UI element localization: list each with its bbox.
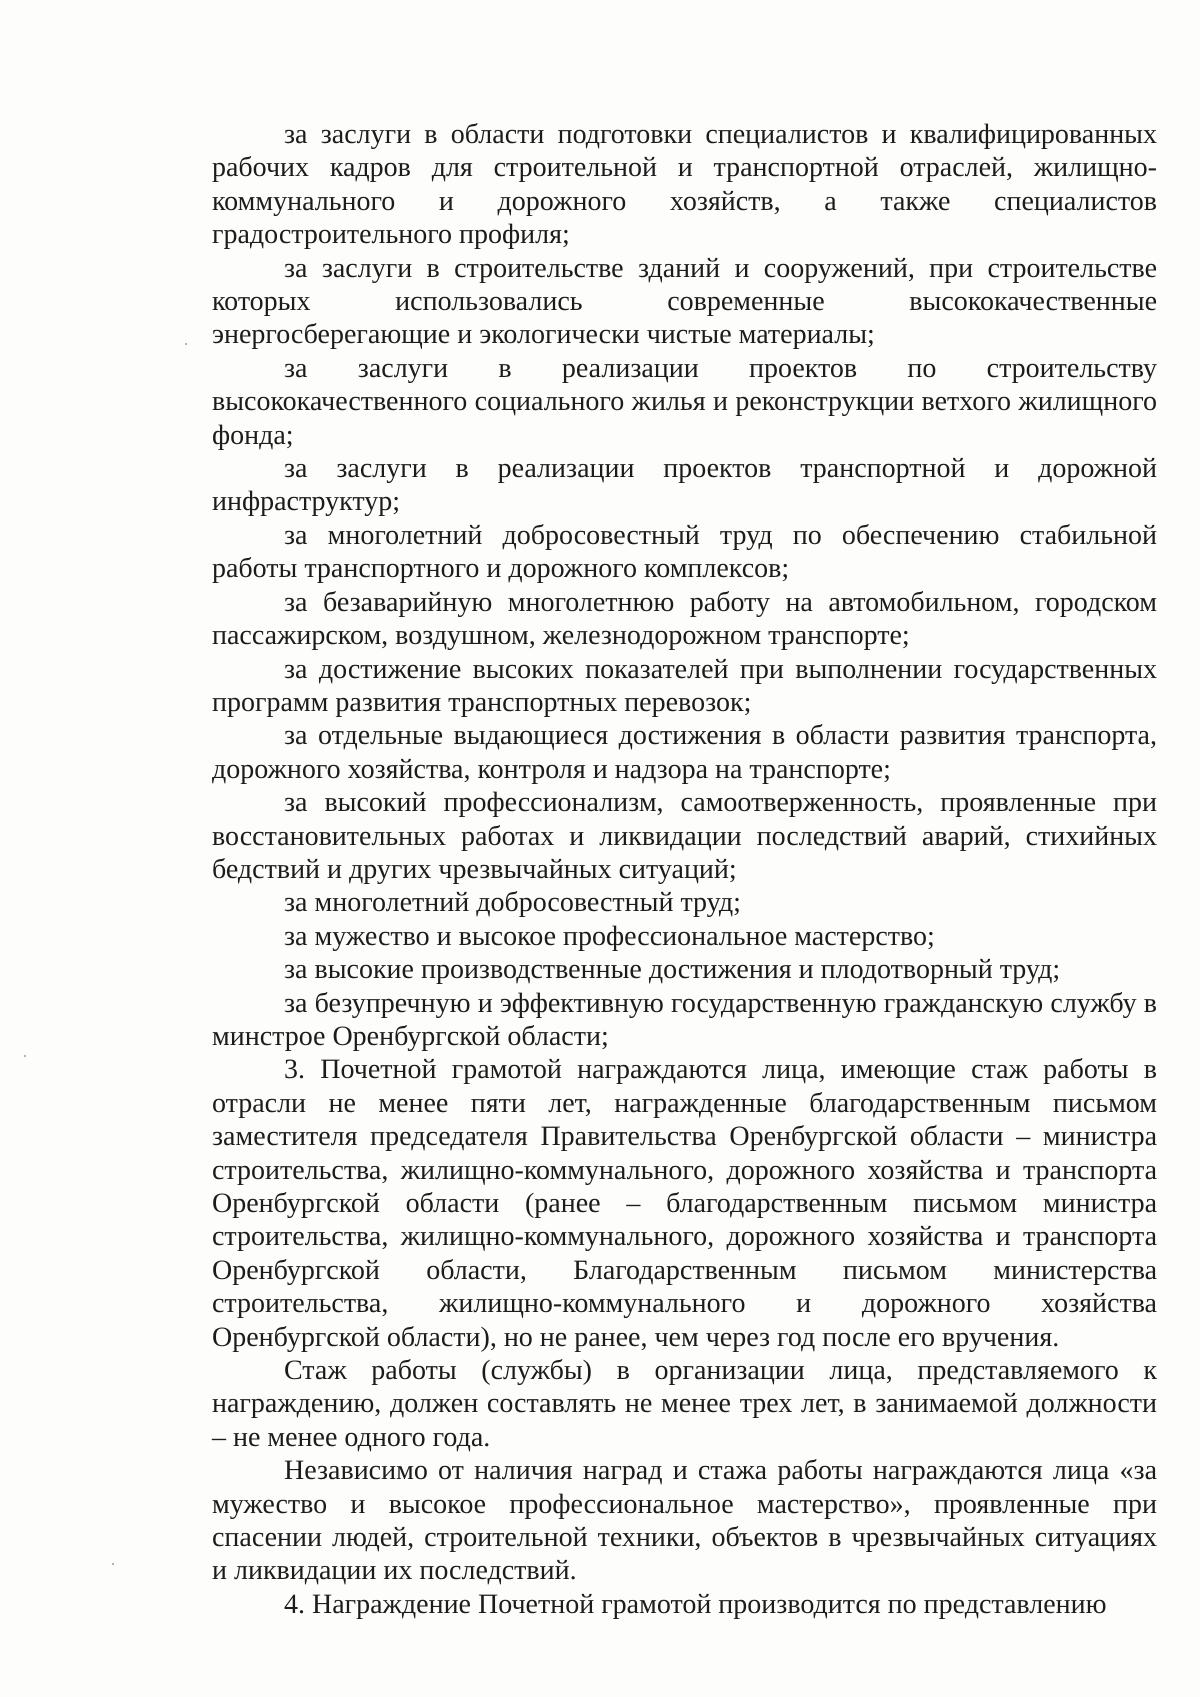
- paragraph: 3. Почетной грамотой награждаются лица, имеющие стаж работы в отрасли не менее пяти лет, награжденные благодарственным письмом заместителя председателя Правительства Оренбургской области – министра строительства, жилищно-коммунального, дорожного хозяйства и транспорта Оренбургской области (ранее – благодарственным письмом министра строительства, жилищно-коммунального, дорожного хозяйства и транспорта Оренбургской области, Благодарственным письмом министерства строительства, жилищно-коммунального и дорожного хозяйства Оренбургской области), но не ранее, чем через год после его вручения.: [212, 1054, 1157, 1353]
- paragraph: Стаж работы (службы) в организации лица, представляемого к награждению, должен составлять не менее трех лет, в занимаемой должности – не менее одного года.: [212, 1355, 1157, 1453]
- paragraph: за безаварийную многолетнюю работу на автомобильном, городском пассажирском, воздушном, железнодорожном транспорте;: [212, 586, 1157, 652]
- paragraph: за заслуги в реализации проектов по строительству высококачественного социального жилья и реконструкции ветхого жилищного фонда;: [212, 352, 1157, 451]
- paragraph: за многолетний добросовестный труд по обеспечению стабильной работы транспортного и дорожного комплексов;: [212, 519, 1157, 585]
- paragraph: за достижение высоких показателей при выполнении государственных программ развития транспортных перевозок;: [212, 653, 1157, 718]
- scan-speck: [185, 343, 187, 345]
- paragraph: за заслуги в области подготовки специалистов и квалифицированных рабочих кадров для строительной и транспортной отраслей, жилищно-коммунального и дорожного хозяйств, а также специалистов градостроительного профиля;: [212, 119, 1157, 251]
- paragraph: за безупречную и эффективную государственную гражданскую службу в минстрое Оренбургской области;: [212, 987, 1157, 1052]
- paragraph: 4. Награждение Почетной грамотой производится по представлению: [284, 1588, 1107, 1620]
- document-body: [212, 118, 1157, 1621]
- paragraph: за высокий профессионализм, самоотверженность, проявленные при восстановительных работах и ликвидации последствий аварий, стихийных бедствий и других чрезвычайных ситуаций;: [212, 787, 1157, 885]
- paragraph: за заслуги в реализации проектов транспортной и дорожной инфраструктур;: [212, 453, 1157, 518]
- paragraph: Независимо от наличия наград и стажа работы награждаются лица «за мужество и высокое профессиональное мастерство», проявленные при спасении людей, строительной техники, объектов в чрезвычайных ситуациях и ликвидации их последствий.: [212, 1455, 1157, 1587]
- paragraph: за заслуги в строительстве зданий и сооружений, при строительстве которых использовались современные высококачественные энергосберегающие и экологически чистые материалы;: [212, 252, 1157, 351]
- paragraph: за многолетний добросовестный труд;: [284, 887, 741, 919]
- scan-speck: [112, 1563, 114, 1565]
- paragraph: за высокие производственные достижения и плодотворный труд;: [284, 954, 1061, 986]
- paragraph: за отдельные выдающиеся достижения в области развития транспорта, дорожного хозяйства, контроля и надзора на транспорте;: [212, 720, 1157, 785]
- paragraph: за мужество и высокое профессиональное мастерство;: [284, 920, 935, 952]
- scan-speck: [24, 1055, 26, 1057]
